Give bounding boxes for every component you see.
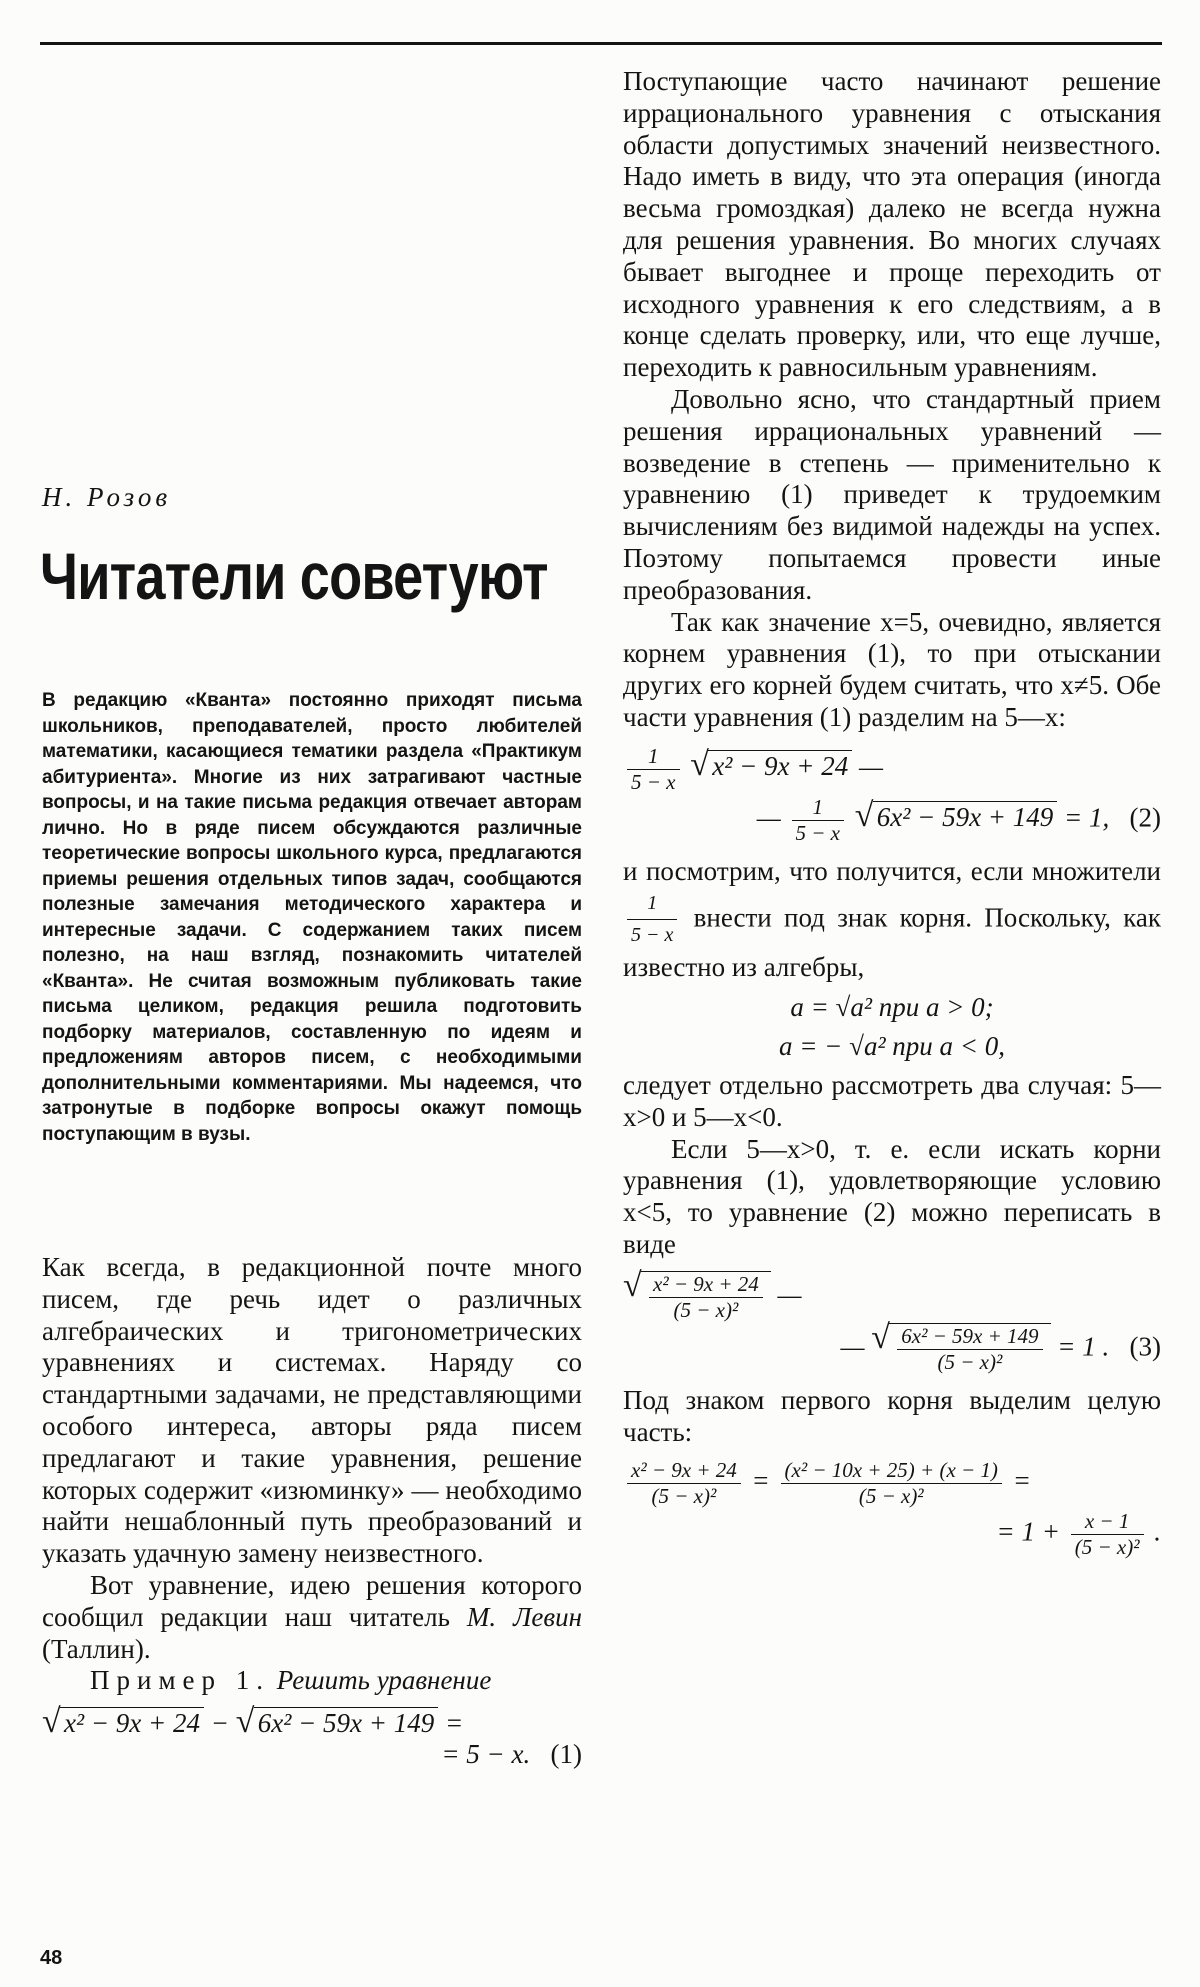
- article-title: Читатели советуют: [40, 539, 548, 613]
- right-column: [623, 66, 1161, 1570]
- eq1-root-b: √ 6x² − 59x + 149: [236, 1707, 439, 1739]
- p2-text-a: Вот уравнение, идею решения которого сообщил редакции наш читатель: [42, 1569, 582, 1632]
- eq1-root-a: √ x² − 9x + 24: [42, 1707, 204, 1739]
- lead-paragraph: В редакцию «Кванта» постоянно приходят письма школьников, преподавателей, просто любителей математики, касающиеся тематики раздела «Практикум абитуриента». Многие из них затрагивают частные вопросы, и на такие письма редакция отвечает авторам лично. Но в ряде писем обсуждаются различные теоретические вопросы школьного курса, предлагаются приемы решения отдельных типов задач, сообщаются полезные замечания методического характера и интересные задачи. С содержанием таких писем полезно, на наш взгляд, познакомить читателей «Кванта». Не считая возможным публиковать такие письма целиком, редакция решила подготовить подборку материалов, составленную по идеям и предложениям авторов писем, с необходимыми дополнительными комментариями. Мы надеемся, что затронутые в подборке вопросы окажут помощь поступающим в вузы.: [42, 690, 582, 1145]
- eq1-number: (1): [550, 1739, 582, 1770]
- p2-text-b: (Таллин).: [42, 1633, 151, 1664]
- reader-name: М. Левин: [466, 1601, 582, 1632]
- example-task: Решить уравнение: [276, 1665, 492, 1696]
- equation-4: $\frac{\text{x² − 9x + 24}}{\text{(5 − x)²}}$ = $\frac{\text{(x² − 10x + 25) + (x − 1)}}{\text{(5 − x)²}}$ = = 1 + $\frac{x - 1}{\text{(5 − x)²}}$ .: [623, 1458, 1161, 1560]
- right-paragraph-2: Довольно ясно, что стандартный прием решения иррациональных уравнений — возведение в степень — применительно к уравнению (1) приведет к трудоемким вычислениям без видимой надежды на успех. Поэтому попытаемся провести иные преобразования.: [623, 383, 1161, 605]
- equation-2: $\frac{1}{5 - x}$ √ x² − 9x + 24 — — $\frac{1}{5 - x}$ √ 6x² − 59x + 149 = 1, (2): [623, 744, 1161, 846]
- right-paragraph-4: и посмотрим, что получится, если множители $\frac{1}{5 - x}$ внести под знак корня. Поскольку, как известно из алгебры,: [623, 855, 1161, 983]
- page-number: 48: [40, 1947, 63, 1969]
- right-paragraph-3: Так как значение x=5, очевидно, является корнем уравнения (1), то при отыскании других его корней будем считать, что x≠5. Обе части уравнения (1) разделим на 5—x:: [623, 606, 1161, 732]
- left-paragraph-1: Как всегда, в редакционной почте много писем, где речь идет о различных алгебраических и тригонометрических уравнениях и системах. Наряду со стандартными задачами, не представляющими особого интереса, авторы ряда писем предлагают и такие уравнения, решение которых содержит «изюминку» — необходимо найти нешаблонный путь преобразований и указать удачную замену неизвестного.: [42, 1252, 582, 1569]
- author-name: Н. Розов: [42, 482, 172, 512]
- left-paragraph-2: [42, 1570, 582, 1665]
- left-column-body: [42, 1252, 582, 1780]
- identity-1: a = √a² при a > 0;: [790, 991, 994, 1022]
- right-paragraph-6: Если 5—x>0, т. е. если искать корни уравнения (1), удовлетворяющие условию x<5, то уравнение (2) можно переписать в виде: [623, 1133, 1161, 1259]
- right-paragraph-1: Поступающие часто начинают решение иррационального уравнения с отыскания области допустимых значений неизвестного. Надо иметь в виду, что эта операция (иногда весьма громоздкая) далеко не всегда нужна для решения уравнения. Во многих случаях бывает выгоднее и проще переходить от исходного уравнения к его следствиям, а в конце сделать проверку, или, что еще лучше, переходить к равносильным уравнениям.: [623, 66, 1161, 383]
- eq1-right: = 5 − x. (1): [441, 1739, 582, 1770]
- top-rule: [40, 42, 1162, 45]
- equation-3: √ $\frac{\text{x² − 9x + 24}}{\text{(5 − x)²}}$ — — √ $\frac{\text{6x² − 59x + 149}}{\text{(5 − x)²}}$ = 1 . (3): [623, 1271, 1161, 1375]
- identity-2: a = − √a² при a < 0,: [778, 1030, 1006, 1061]
- right-paragraph-7: Под знаком первого корня выделим целую часть:: [623, 1384, 1161, 1447]
- example-heading: [42, 1665, 582, 1697]
- example-label: Пример 1.: [90, 1665, 271, 1696]
- eq3-number: (3): [1129, 1331, 1161, 1362]
- equation-1: √ x² − 9x + 24 − √ 6x² − 59x + 149 = = 5 − x. (1): [42, 1707, 582, 1770]
- eq2-number: (2): [1129, 802, 1161, 833]
- right-paragraph-5: следует отдельно рассмотреть два случая: 5—x>0 и 5—x<0.: [623, 1069, 1161, 1132]
